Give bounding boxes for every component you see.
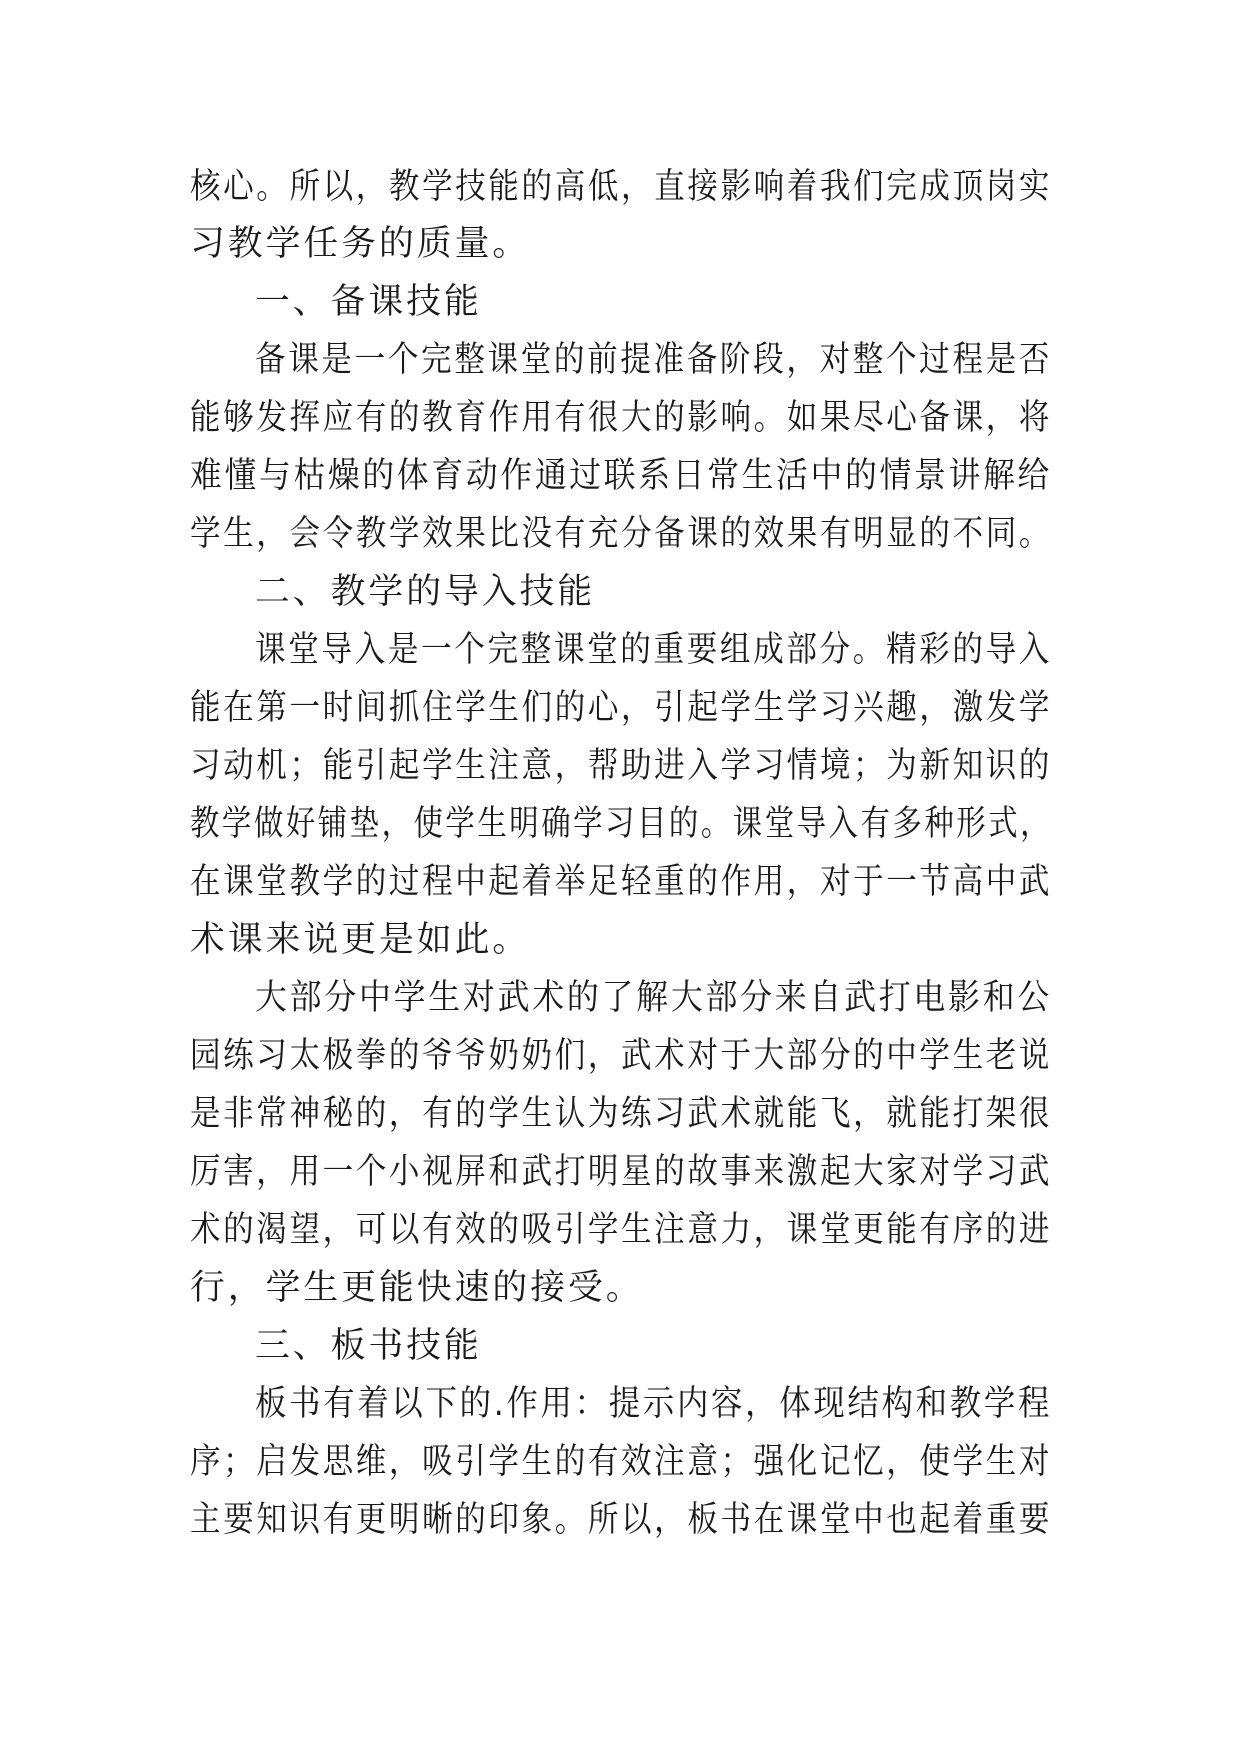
paragraph-line: 核心。所以，教学技能的高低，直接影响着我们完成顶岗实: [190, 167, 1053, 207]
paragraph-line: 行，学生更能快速的接受。: [190, 1268, 644, 1308]
paragraph-line: 习动机；能引起学生注意，帮助进入学习情境；为新知识的: [190, 746, 1053, 786]
paragraph-line: 教学做好铺垫，使学生明确学习目的。课堂导入有多种形式，: [190, 804, 1053, 844]
paragraph-line: 课堂导入是一个完整课堂的重要组成部分。精彩的导入: [255, 630, 1053, 670]
paragraph-line: 学生，会令教学效果比没有充分备课的效果有明显的不同。: [190, 514, 1053, 554]
paragraph-line: 大部分中学生对武术的了解大部分来自武打电影和公: [255, 978, 1053, 1018]
paragraph-line: 厉害，用一个小视屏和武打明星的故事来激起大家对学习武: [190, 1152, 1053, 1192]
paragraph-line: 难懂与枯燥的体育动作通过联系日常生活中的情景讲解给: [190, 456, 1053, 496]
section-heading: 三、板书技能: [255, 1326, 482, 1366]
paragraph-line: 板书有着以下的.作用：提示内容，体现结构和教学程: [255, 1384, 1053, 1424]
paragraph-line: 主要知识有更明晰的印象。所以，板书在课堂中也起着重要: [190, 1500, 1053, 1540]
paragraph-line: 在课堂教学的过程中起着举足轻重的作用，对于一节高中武: [190, 862, 1053, 902]
paragraph-line: 能在第一时间抓住学生们的心，引起学生学习兴趣，激发学: [190, 688, 1053, 728]
paragraph-line: 能够发挥应有的教育作用有很大的影响。如果尽心备课，将: [190, 398, 1053, 438]
paragraph-line: 序；启发思维，吸引学生的有效注意；强化记忆，使学生对: [190, 1442, 1053, 1482]
paragraph-line: 习教学任务的质量。: [190, 224, 531, 264]
paragraph-line: 园练习太极拳的爷爷奶奶们，武术对于大部分的中学生老说: [190, 1036, 1053, 1076]
section-heading: 二、教学的导入技能: [255, 572, 596, 612]
paragraph-line: 是非常神秘的，有的学生认为练习武术就能飞，就能打架很: [190, 1094, 1053, 1134]
section-heading: 一、备课技能: [255, 282, 482, 322]
paragraph-line: 备课是一个完整课堂的前提准备阶段，对整个过程是否: [255, 340, 1053, 380]
paragraph-line: 术课来说更是如此。: [190, 920, 531, 960]
paragraph-line: 术的渴望，可以有效的吸引学生注意力，课堂更能有序的进: [190, 1210, 1053, 1250]
